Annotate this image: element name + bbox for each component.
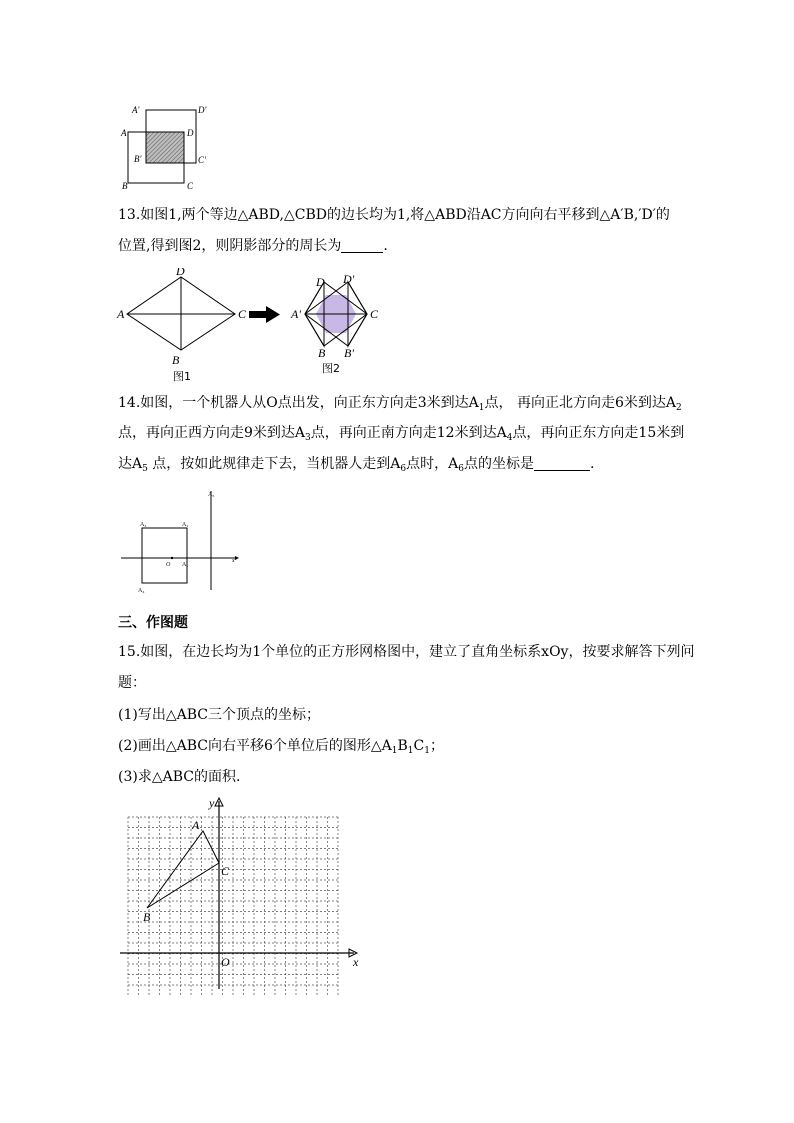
label-c: C <box>187 181 194 191</box>
q13-line2 <box>118 236 388 256</box>
label-c-prime: C' <box>198 155 206 165</box>
grid-label-y: y <box>209 796 215 810</box>
q14-answer-blank[interactable] <box>534 456 590 471</box>
figure-1 <box>116 268 247 383</box>
label-a5: A₅ <box>208 492 215 498</box>
translated-squares-figure <box>118 100 218 195</box>
figure-2 <box>290 272 379 375</box>
grid-label-b: B <box>143 910 151 924</box>
q13-answer-blank[interactable] <box>341 238 383 253</box>
section-title: 三、作图题 <box>118 615 188 631</box>
label-d: D <box>187 128 194 138</box>
grid-label-c: C <box>221 864 230 878</box>
q15-line2: 题： <box>118 675 146 691</box>
label-a-prime: A' <box>132 105 140 115</box>
fig2-label-b-prime: B' <box>344 346 354 360</box>
equilateral-triangles-figure <box>115 268 390 383</box>
coordinate-grid-figure <box>116 795 366 995</box>
q13-line2-end: . <box>383 238 388 254</box>
label-b: B <box>122 181 128 191</box>
q14-line2: 点，再向正西方向走9米到达$A_3$点，再向正南方向走12米到达$A_4$点，再向正东方向走15米到 <box>118 425 685 443</box>
right-arrow-icon <box>249 306 280 323</box>
q14-line3: 达$A_5$ 点，按如此规律走下去，当机器人走到$A_6$点时，$A_6$点的坐标是 . <box>118 456 595 474</box>
fig1-caption: 图1 <box>173 370 191 383</box>
label-x: x <box>232 558 235 564</box>
label-b-prime: B' <box>134 154 142 164</box>
label-d-prime: D' <box>198 105 207 115</box>
fig1-label-a: A <box>117 307 125 321</box>
q15-item2: (2)画出△ABC向右平移6个单位后的图形$\triangle A_1B_1C_1$； <box>118 738 444 756</box>
label-a3: A₃ <box>140 522 147 528</box>
grid-label-x: x <box>353 955 359 969</box>
label-a2: A₂ <box>182 522 189 528</box>
q15-item1: (1)写出△ABC三个顶点的坐标； <box>118 707 320 723</box>
grid-lines <box>128 817 338 995</box>
fig2-caption: 图2 <box>322 362 340 375</box>
fig2-label-b: B <box>318 346 326 360</box>
grid-label-o: O <box>221 955 230 969</box>
label-a1: A₁ <box>182 562 189 568</box>
q15-line1: 15.如图，在边长均为1个单位的正方形网格图中，建立了直角坐标系xOy，按要求解答下列问 <box>118 644 695 660</box>
fig1-label-c: C <box>238 307 247 321</box>
label-a4: A₄ <box>138 588 145 594</box>
fig1-label-d: D <box>176 268 185 278</box>
grid-label-a: A <box>192 818 200 832</box>
q13-line2-text: 位置,得到图2，则阴影部分的周长为 <box>118 238 342 254</box>
q14-line1: 14.如图，一个机器人从O点出发，向正东方向走3米到达$A_1$点， 再向正北方向走6米到达$A_2$ <box>118 395 682 413</box>
fig2-label-d-prime: D' <box>343 272 355 286</box>
label-o: O <box>166 562 171 568</box>
q15-item3: (3)求△ABC的面积. <box>118 769 241 785</box>
robot-path-figure <box>118 488 243 598</box>
fig1-label-b: B <box>172 353 180 367</box>
fig2-label-c: C <box>370 307 379 321</box>
fig2-label-d: D <box>316 275 325 289</box>
label-a: A <box>121 128 127 138</box>
fig2-label-a-prime: A' <box>291 307 301 321</box>
q13-line1: 13.如图1,两个等边△ABD,△CBD的边长均为1,将△ABD沿AC方向向右平移到△A′B,′D′的 <box>118 207 670 223</box>
shaded-overlap <box>146 132 184 163</box>
